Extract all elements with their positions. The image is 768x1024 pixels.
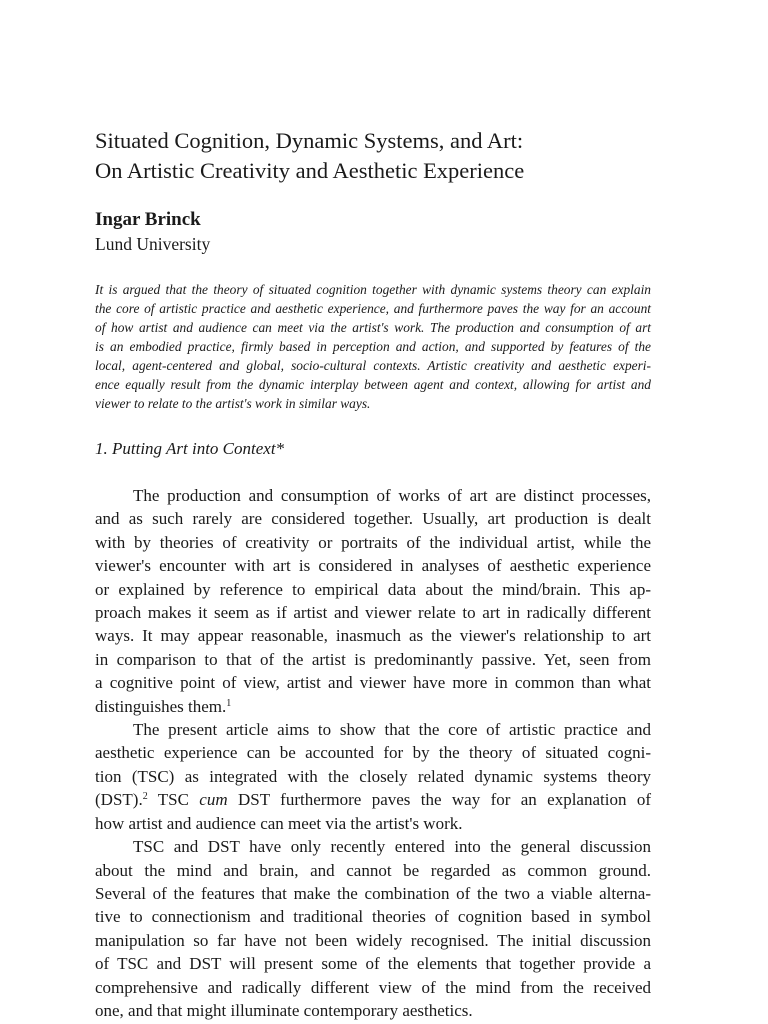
title-line-1: Situated Cognition, Dynamic Systems, and Art: [95, 128, 524, 153]
body-line: about the mind and brain, and cannot be regarded as common ground. [95, 860, 651, 880]
abstract-line: viewer to relate to the artist's work in similar ways. [95, 396, 371, 411]
body-line [95, 695, 651, 718]
body-line: proach makes it seem as if artist and viewer relate to art in radically different [95, 603, 651, 623]
body-line: or explained by reference to empirical data about the mind/brain. This ap- [95, 579, 651, 599]
abstract-line: the core of artistic practice and aesthetic experience, and furthermore paves the way for an account [95, 301, 651, 316]
body-line-text: TSC [147, 790, 200, 810]
footnote-ref: 2 [142, 791, 148, 803]
body-line: aesthetic experience can be accounted for by the theory of situated cogni- [95, 743, 651, 763]
author-name: Ingar Brinck [95, 209, 201, 230]
body-line: Several of the features that make the combination of the two a viable alterna- [95, 883, 651, 903]
body-line: ways. It may appear reasonable, inasmuch as the viewer's relationship to art [95, 626, 651, 646]
body-line: how artist and audience can meet via the artist's work. [95, 813, 463, 833]
body-line-text: distinguishes them. [95, 696, 227, 716]
body-line [95, 788, 651, 811]
section-heading: 1. Putting Art into Context* [95, 439, 285, 458]
body-text [95, 484, 651, 1022]
abstract-line: ence equally result from the dynamic interplay between agent and context, allowing for artist and [95, 377, 651, 392]
body-line: tion (TSC) as integrated with the closely related dynamic systems theory [95, 766, 651, 786]
body-line-text: (DST). [95, 790, 143, 810]
body-line: The present article aims to show that the core of artistic practice and [133, 720, 651, 740]
body-line: in comparison to that of the artist is predominantly passive. Yet, seen from [95, 649, 651, 669]
author-affiliation: Lund University [95, 234, 211, 254]
article-title [95, 126, 651, 186]
body-line: one, and that might illuminate contemporary aesthetics. [95, 1000, 473, 1020]
abstract-line: is an embodied practice, firmly based in perception and action, and supported by features of the [95, 339, 651, 354]
abstract-line: of how artist and audience can meet via the artist's work. The production and consumption of art [95, 320, 651, 335]
body-line: and as such rarely are considered together. Usually, art production is dealt [95, 509, 651, 529]
body-line: comprehensive and radically different view of the mind from the received [95, 977, 651, 997]
abstract-line: local, agent-centered and global, socio-cultural contexts. Artistic creativity and aesthetic experi- [95, 358, 651, 373]
body-line: viewer's encounter with art is considered in analyses of aesthetic experience [95, 556, 651, 576]
footnote-ref: 1 [226, 697, 232, 709]
body-line: The production and consumption of works of art are distinct processes, [133, 486, 651, 505]
body-line: with by theories of creativity or portraits of the individual artist, while the [95, 532, 651, 552]
abstract-line: It is argued that the theory of situated cognition together with dynamic systems theory can explain [95, 282, 651, 297]
body-line: of TSC and DST will present some of the elements that together provide a [95, 954, 651, 974]
body-line: manipulation so far have not been widely recognised. The initial discussion [95, 930, 651, 950]
body-line-text: DST furthermore paves the way for an explanation of [227, 790, 651, 810]
body-line: a cognitive point of view, artist and viewer have more in common than what [95, 673, 651, 693]
body-line: TSC and DST have only recently entered into the general discussion [133, 837, 651, 857]
body-line: tive to connectionism and traditional theories of cognition based in symbol [95, 907, 651, 927]
emphasis: cum [199, 790, 228, 810]
abstract [95, 280, 651, 413]
title-line-2: On Artistic Creativity and Aesthetic Experience [95, 158, 525, 183]
